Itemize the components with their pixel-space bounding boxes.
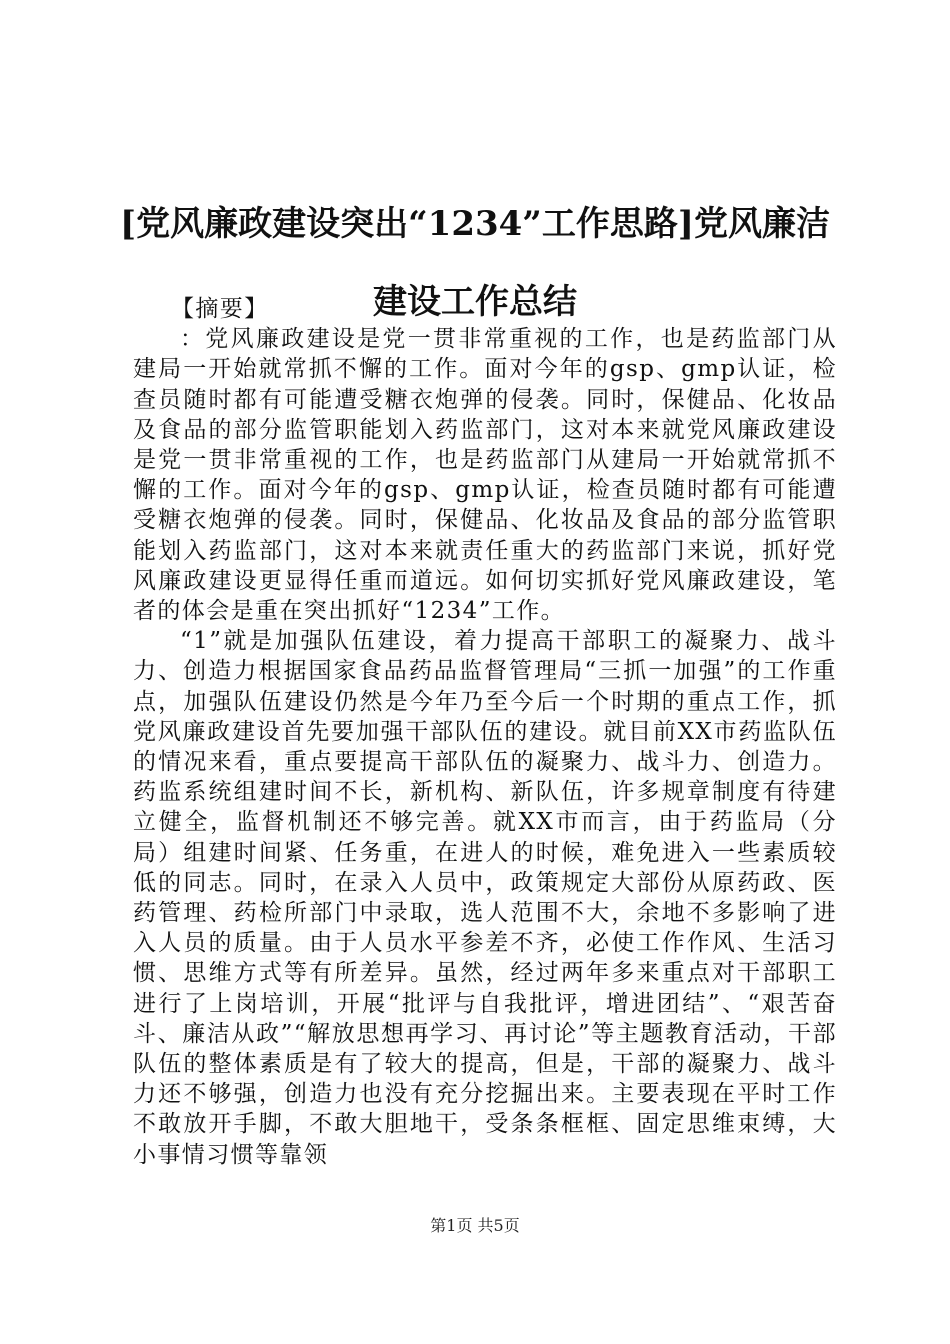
- document-body: [133, 294, 837, 1170]
- page-number-footer: 第1页 共5页: [430, 1216, 520, 1235]
- abstract-paragraph: ：党风廉政建设是党一贯非常重视的工作，也是药监部门从建局一开始就常抓不懈的工作。面对今年的gsp、gmp认证，检查员随时都有可能遭受糖衣炮弹的侵袭。同时，保健品、化妆品及食品的部分监管职能划入药监部门，这对本来就党风廉政建设是党一贯非常重视的工作，也是药监部门从建局一开始就常抓不懈的工作。面对今年的gsp、gmp认证，检查员随时都有可能遭受糖衣炮弹的侵袭。同时，保健品、化妆品及食品的部分监管职能划入药监部门，这对本来就责任重大的药监部门来说，抓好党风廉政建设更显得任重而道远。如何切实抓好党风廉政建设，笔者的体会是重在突出抓好“1234”工作。: [133, 326, 837, 625]
- body-paragraph: “1”就是加强队伍建设，着力提高干部职工的凝聚力、战斗力、创造力根据国家食品药品监督管理局“三抓一加强”的工作重点，加强队伍建设仍然是今年乃至今后一个时期的重点工作，抓党风廉政建设首先要加强干部队伍的建设。就目前XX市药监队伍的情况来看，重点要提高干部队伍的凝聚力、战斗力、创造力。药监系统组建时间不长，新机构、新队伍，许多规章制度有待建立健全，监督机制还不够完善。就XX市而言，由于药监局（分局）组建时间紧、任务重，在进人的时候，难免进入一些素质较低的同志。同时，在录入人员中，政策规定大部份从原药政、医药管理、药检所部门中录取，选人范围不大，余地不多影响了进入人员的质量。由于人员水平参差不齐，必使工作作风、生活习惯、思维方式等有所差异。虽然，经过两年多来重点对干部职工进行了上岗培训，开展“批评与自我批评，增进团结”、“艰苦奋斗、廉洁从政”“解放思想再学习、再讨论”等主题教育活动，干部队伍的整体素质是有了较大的提高，但是，干部的凝聚力、战斗力还不够强，创造力也没有充分挖掘出来。主要表现在平时工作不敢放开手脚，不敢大胆地干，受条条框框、固定思维束缚，大小事情习惯等靠领: [133, 628, 837, 1168]
- abstract-label: 【摘要】: [171, 296, 269, 322]
- page-title: [党风廉政建设突出“1234”工作思路]党风廉洁建设工作总结: [120, 203, 830, 322]
